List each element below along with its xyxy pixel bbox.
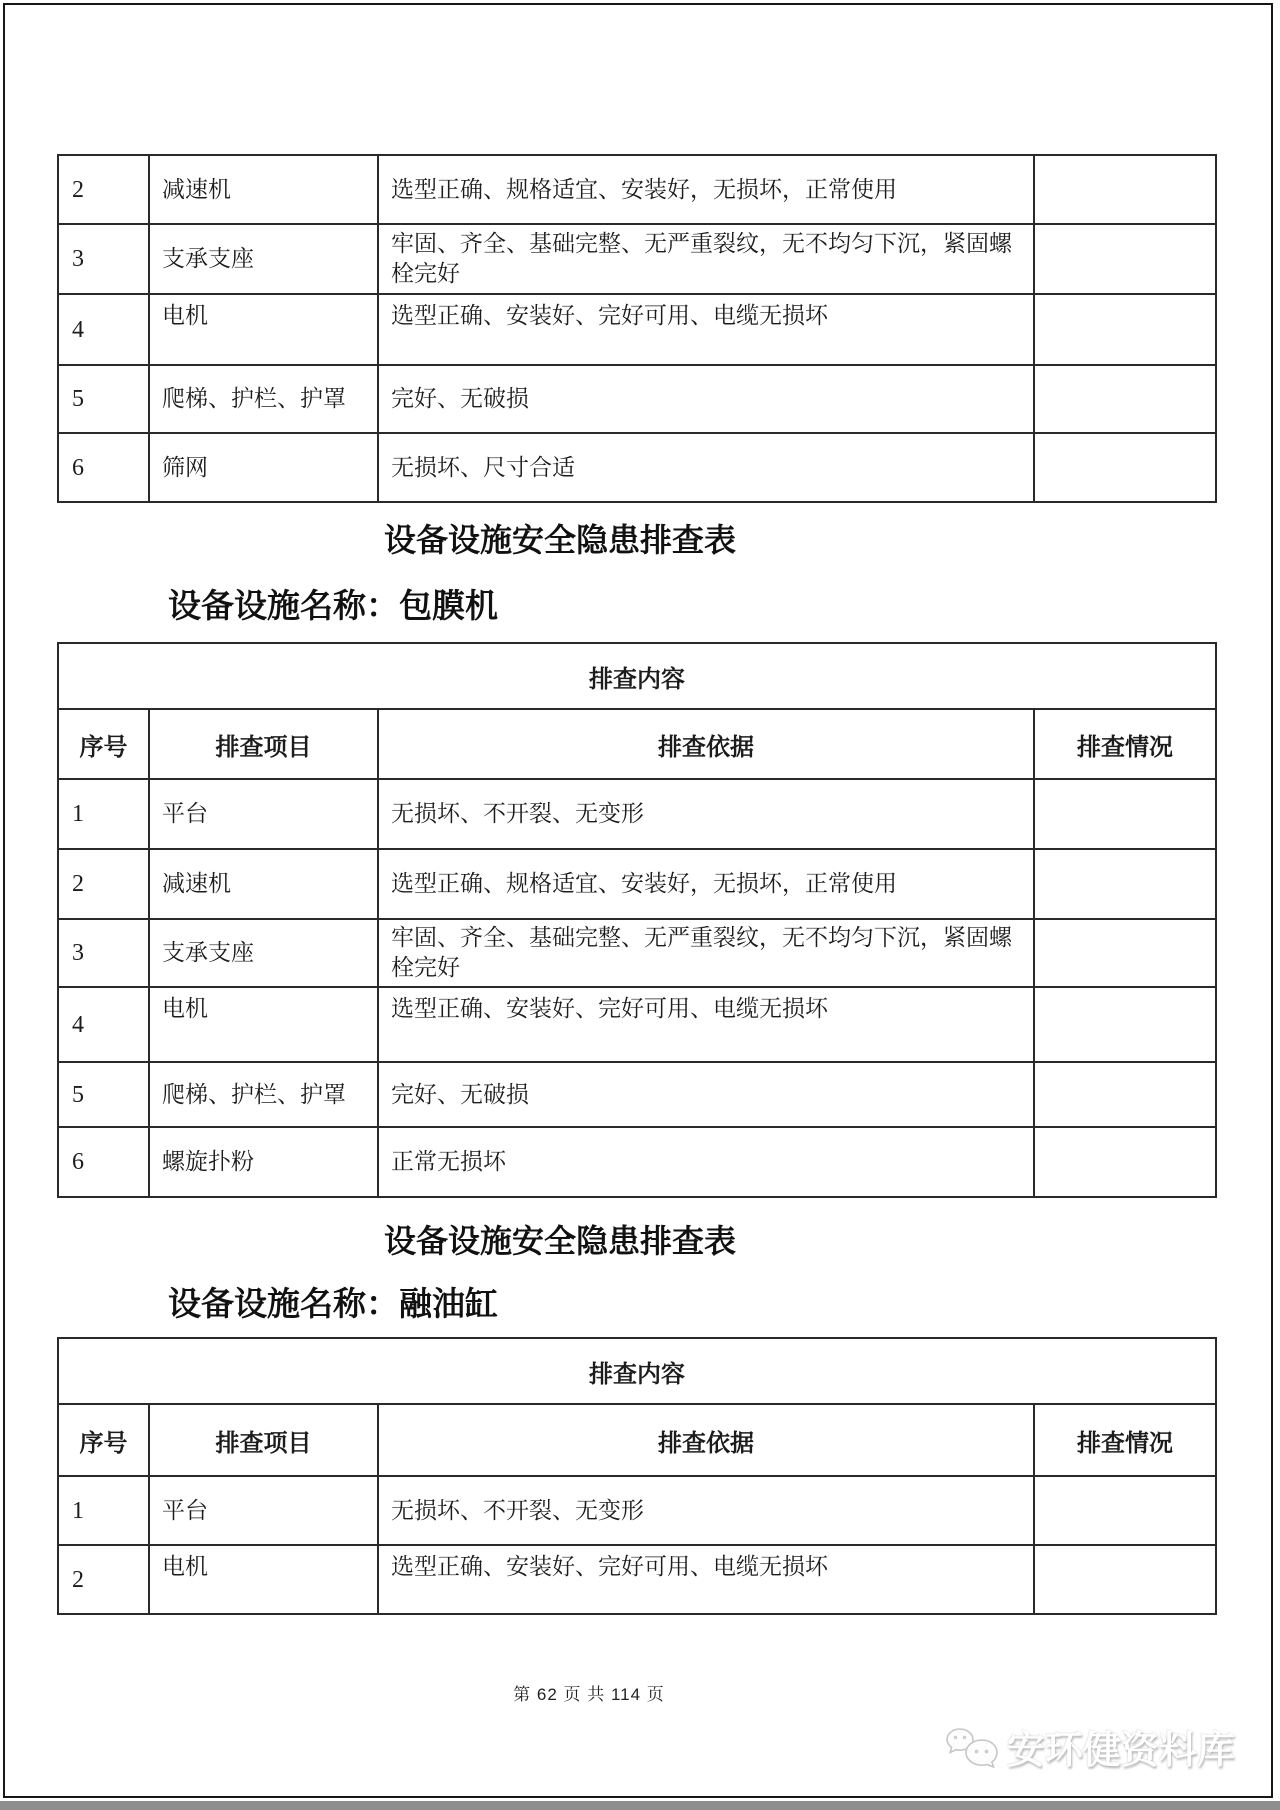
inspection-table-rongyougang xyxy=(57,1337,1217,1615)
inspection-basis-cell: 正常无损坏 xyxy=(378,1127,1034,1197)
table-row xyxy=(58,433,1216,502)
column-header-status: 排查情况 xyxy=(1034,1404,1216,1476)
column-header-num: 序号 xyxy=(58,709,149,779)
inspection-item-cell: 螺旋扑粉 xyxy=(149,1127,378,1197)
inspection-item-cell: 支承支座 xyxy=(149,919,378,987)
content-header-cell: 排查内容 xyxy=(58,643,1216,709)
content-header-cell: 排查内容 xyxy=(58,1338,1216,1404)
column-header-item: 排查项目 xyxy=(149,709,378,779)
inspection-basis-cell: 选型正确、安装好、完好可用、电缆无损坏 xyxy=(378,1545,1034,1614)
inspection-status-cell xyxy=(1034,224,1216,294)
inspection-status-cell xyxy=(1034,779,1216,849)
column-header-row xyxy=(58,1404,1216,1476)
page-number: 第 62 页 共 114 页 xyxy=(513,1685,665,1704)
inspection-status-cell xyxy=(1034,294,1216,365)
inspection-item-cell: 支承支座 xyxy=(149,224,378,294)
content-header-row xyxy=(58,643,1216,709)
table-row xyxy=(58,779,1216,849)
inspection-basis-cell: 完好、无破损 xyxy=(378,1062,1034,1127)
equipment-name-line xyxy=(168,586,1280,626)
table-row xyxy=(58,1545,1216,1614)
equipment-name-label: 设备设施名称： xyxy=(168,587,399,624)
inspection-item-cell: 电机 xyxy=(149,987,378,1062)
inspection-item-cell: 电机 xyxy=(149,1545,378,1614)
row-number-cell: 2 xyxy=(58,1545,149,1614)
inspection-status-cell xyxy=(1034,1127,1216,1197)
equipment-name-label: 设备设施名称： xyxy=(168,1285,399,1322)
inspection-item-cell: 爬梯、护栏、护罩 xyxy=(149,365,378,433)
inspection-basis-cell: 牢固、齐全、基础完整、无严重裂纹，无不均匀下沉，紧固螺栓完好 xyxy=(378,224,1034,294)
row-number-cell: 5 xyxy=(58,365,149,433)
inspection-basis-cell: 选型正确、安装好、完好可用、电缆无损坏 xyxy=(378,294,1034,365)
table-row xyxy=(58,224,1216,294)
row-number-cell: 2 xyxy=(58,155,149,224)
table-row xyxy=(58,365,1216,433)
row-number-cell: 2 xyxy=(58,849,149,919)
inspection-item-cell: 减速机 xyxy=(149,155,378,224)
page-title: 设备设施安全隐患排查表 xyxy=(383,1223,736,1259)
table-row xyxy=(58,849,1216,919)
watermark xyxy=(944,1727,1235,1775)
bottom-strip xyxy=(0,1801,1280,1810)
inspection-status-cell xyxy=(1034,365,1216,433)
inspection-item-cell: 减速机 xyxy=(149,849,378,919)
inspection-table-baomoji xyxy=(57,642,1217,1198)
inspection-basis-cell: 选型正确、安装好、完好可用、电缆无损坏 xyxy=(378,987,1034,1062)
column-header-row xyxy=(58,709,1216,779)
table-head xyxy=(58,643,1216,779)
page-footer xyxy=(57,1683,1121,1707)
inspection-status-cell xyxy=(1034,1476,1216,1545)
table-head xyxy=(58,1338,1216,1476)
column-header-basis: 排查依据 xyxy=(378,709,1034,779)
table-row xyxy=(58,1062,1216,1127)
table-body xyxy=(58,155,1216,502)
inspection-basis-cell: 无损坏、尺寸合适 xyxy=(378,433,1034,502)
row-number-cell: 5 xyxy=(58,1062,149,1127)
table-row xyxy=(58,294,1216,365)
column-header-item: 排查项目 xyxy=(149,1404,378,1476)
inspection-status-cell xyxy=(1034,433,1216,502)
row-number-cell: 3 xyxy=(58,919,149,987)
inspection-status-cell xyxy=(1034,919,1216,987)
inspection-status-cell xyxy=(1034,1062,1216,1127)
inspection-item-cell: 平台 xyxy=(149,779,378,849)
table-row xyxy=(58,155,1216,224)
inspection-basis-cell: 完好、无破损 xyxy=(378,365,1034,433)
row-number-cell: 3 xyxy=(58,224,149,294)
row-number-cell: 1 xyxy=(58,779,149,849)
table-row xyxy=(58,987,1216,1062)
inspection-status-cell xyxy=(1034,987,1216,1062)
equipment-name-line xyxy=(168,1284,1280,1324)
inspection-basis-cell: 牢固、齐全、基础完整、无严重裂纹，无不均匀下沉，紧固螺栓完好 xyxy=(378,919,1034,987)
inspection-basis-cell: 选型正确、规格适宜、安装好，无损坏，正常使用 xyxy=(378,849,1034,919)
inspection-status-cell xyxy=(1034,1545,1216,1614)
inspection-status-cell xyxy=(1034,849,1216,919)
column-header-basis: 排查依据 xyxy=(378,1404,1034,1476)
inspection-table-continued xyxy=(57,154,1217,503)
row-number-cell: 4 xyxy=(58,987,149,1062)
content-header-row xyxy=(58,1338,1216,1404)
column-header-status: 排查情况 xyxy=(1034,709,1216,779)
table-body xyxy=(58,779,1216,1197)
inspection-basis-cell: 无损坏、不开裂、无变形 xyxy=(378,1476,1034,1545)
inspection-item-cell: 平台 xyxy=(149,1476,378,1545)
watermark-text: 安环健资料库 xyxy=(1007,1730,1236,1772)
equipment-name-value: 融油缸 xyxy=(399,1285,498,1322)
row-number-cell: 1 xyxy=(58,1476,149,1545)
table-body xyxy=(58,1476,1216,1614)
row-number-cell: 4 xyxy=(58,294,149,365)
table-row xyxy=(58,919,1216,987)
chat-bubbles-icon xyxy=(944,1727,1000,1775)
inspection-item-cell: 筛网 xyxy=(149,433,378,502)
page-title: 设备设施安全隐患排查表 xyxy=(383,522,736,558)
inspection-status-cell xyxy=(1034,155,1216,224)
inspection-item-cell: 电机 xyxy=(149,294,378,365)
table-row xyxy=(58,1127,1216,1197)
table-row xyxy=(58,1476,1216,1545)
inspection-basis-cell: 选型正确、规格适宜、安装好，无损坏，正常使用 xyxy=(378,155,1034,224)
column-header-num: 序号 xyxy=(58,1404,149,1476)
equipment-name-value: 包膜机 xyxy=(399,587,498,624)
inspection-basis-cell: 无损坏、不开裂、无变形 xyxy=(378,779,1034,849)
row-number-cell: 6 xyxy=(58,1127,149,1197)
row-number-cell: 6 xyxy=(58,433,149,502)
inspection-item-cell: 爬梯、护栏、护罩 xyxy=(149,1062,378,1127)
